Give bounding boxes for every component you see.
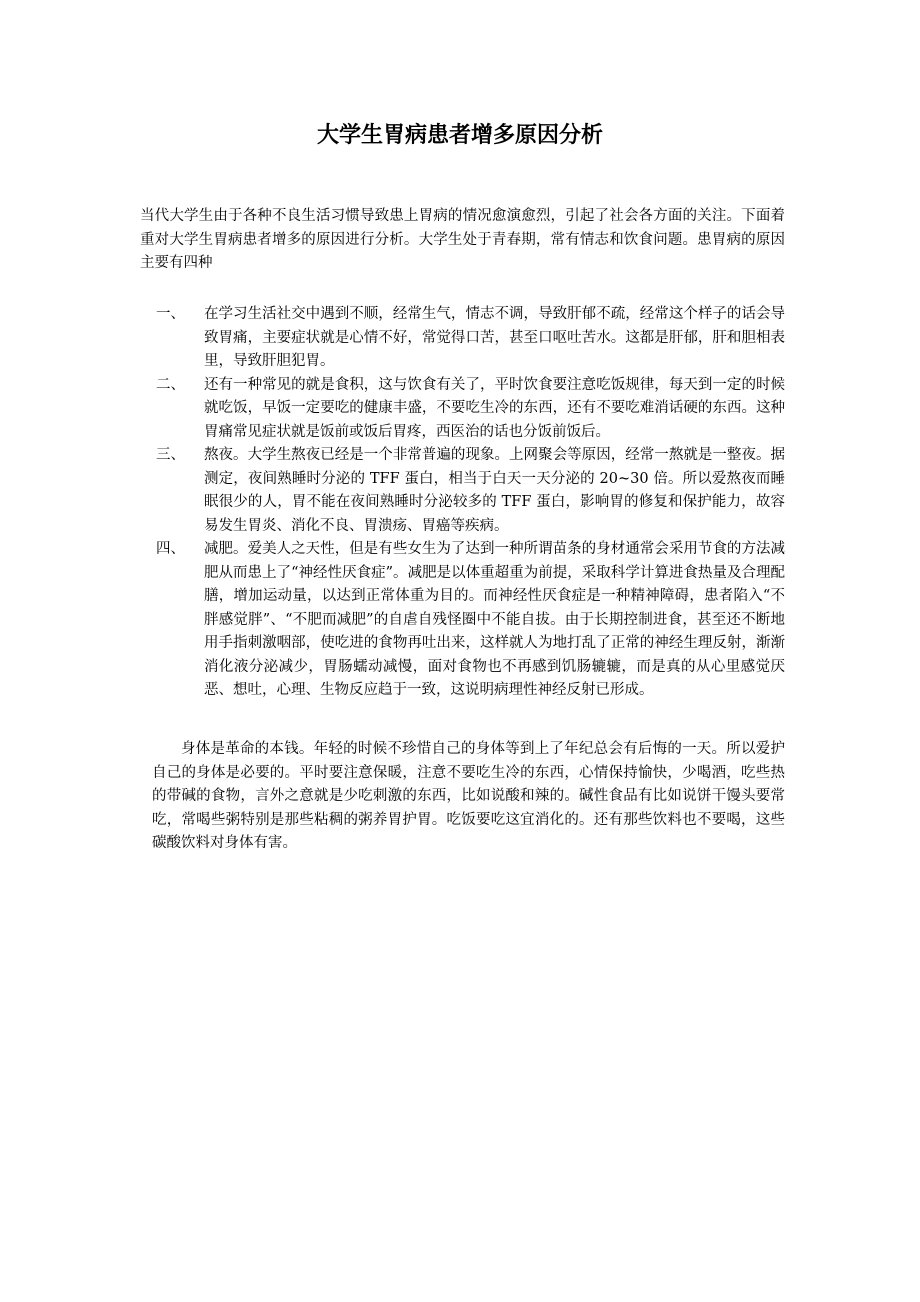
document-title: 大学生胃病患者增多原因分析 [316, 123, 603, 148]
list-item-text: 还有一种常见的就是食积，这与饮食有关了，平时饮食要注意吃饭规律，每天到一定的时候就吃饭，早饭一定要吃的健康丰盛，不要吃生冷的东西，还有不要吃难消话硬的东西。这种胃痛常见症状就是饭前或饭后胃疼，西医治的话也分饭前饭后。 [204, 376, 785, 440]
list-item [140, 303, 785, 374]
list-item [140, 374, 785, 445]
list-marker: 一、 [156, 306, 185, 322]
list-marker: 四、 [156, 541, 185, 557]
list-item [140, 444, 785, 538]
list-item-text: 在学习生活社交中遇到不顺，经常生气，情志不调，导致肝郁不疏，经常这个样子的话会导致胃痛，主要症状就是心情不好，常觉得口苦，甚至口呕吐苦水。这都是肝郁，肝和胆相表里，导致肝胆犯胃。 [204, 306, 785, 369]
closing-paragraph: 身体是革命的本钱。年轻的时候不珍惜自己的身体等到上了年纪总会有后悔的一天。所以爱护自己的身体是必要的。平时要注意保暖，注意不要吃生冷的东西，心情保持愉快，少喝酒，吃些热的带碱的食物，言外之意就是少吃刺激的东西，比如说酸和辣的。碱性食品有比如说饼干馒头要常吃，常喝些粥特别是那些粘稠的粥养胃护胃。吃饭要吃这宜消化的。还有那些饮料也不要喝，这些碳酸饮料对身体有害。 [152, 741, 785, 851]
list-marker: 三、 [156, 447, 185, 463]
list-item [140, 538, 785, 703]
list-item-text: 熬夜。大学生熬夜已经是一个非常普遍的现象。上网聚会等原因，经常一熬就是一整夜。据测定，夜间熟睡时分泌的 TFF 蛋白，相当于白天一天分泌的 20~30 倍。所以爱熬夜而睡眠很少的人，胃不能在夜间熟睡时分泌较多的 TFF 蛋白，影响胃的修复和保护能力，故容易发生胃炎、消化不良、胃溃疡、胃癌等疾病。 [204, 447, 785, 534]
intro-paragraph: 当代大学生由于各种不良生活习惯导致患上胃病的情况愈演愈烈，引起了社会各方面的关注。下面着重对大学生胃病患者增多的原因进行分析。大学生处于青春期，常有情志和饮食问题。患胃病的原因主要有四种 [140, 208, 785, 271]
list-marker: 二、 [156, 376, 185, 393]
list-item-text: 减肥。爱美人之天性，但是有些女生为了达到一种所谓苗条的身材通常会采用节食的方法减肥从而患上了“神经性厌食症”。减肥是以体重超重为前提，采取科学计算进食热量及合理配膳，增加运动量，以达到正常体重为目的。而神经性厌食症是一种精神障碍，患者陷入“不胖感觉胖”、“不肥而减肥”的自虐自残怪圈中不能自拔。由于长期控制进食，甚至还不断地用手指刺激咽部，使吃进的食物再吐出来，这样就人为地打乱了正常的神经生理反射，渐渐消化液分泌减少，胃肠蠕动减慢，面对食物也不再感到饥肠辘辘，而是真的从心里感觉厌恶、想吐，心理、生物反应趋于一致，这说明病理性神经反射已形成。 [204, 541, 785, 698]
cause-list [140, 303, 785, 703]
